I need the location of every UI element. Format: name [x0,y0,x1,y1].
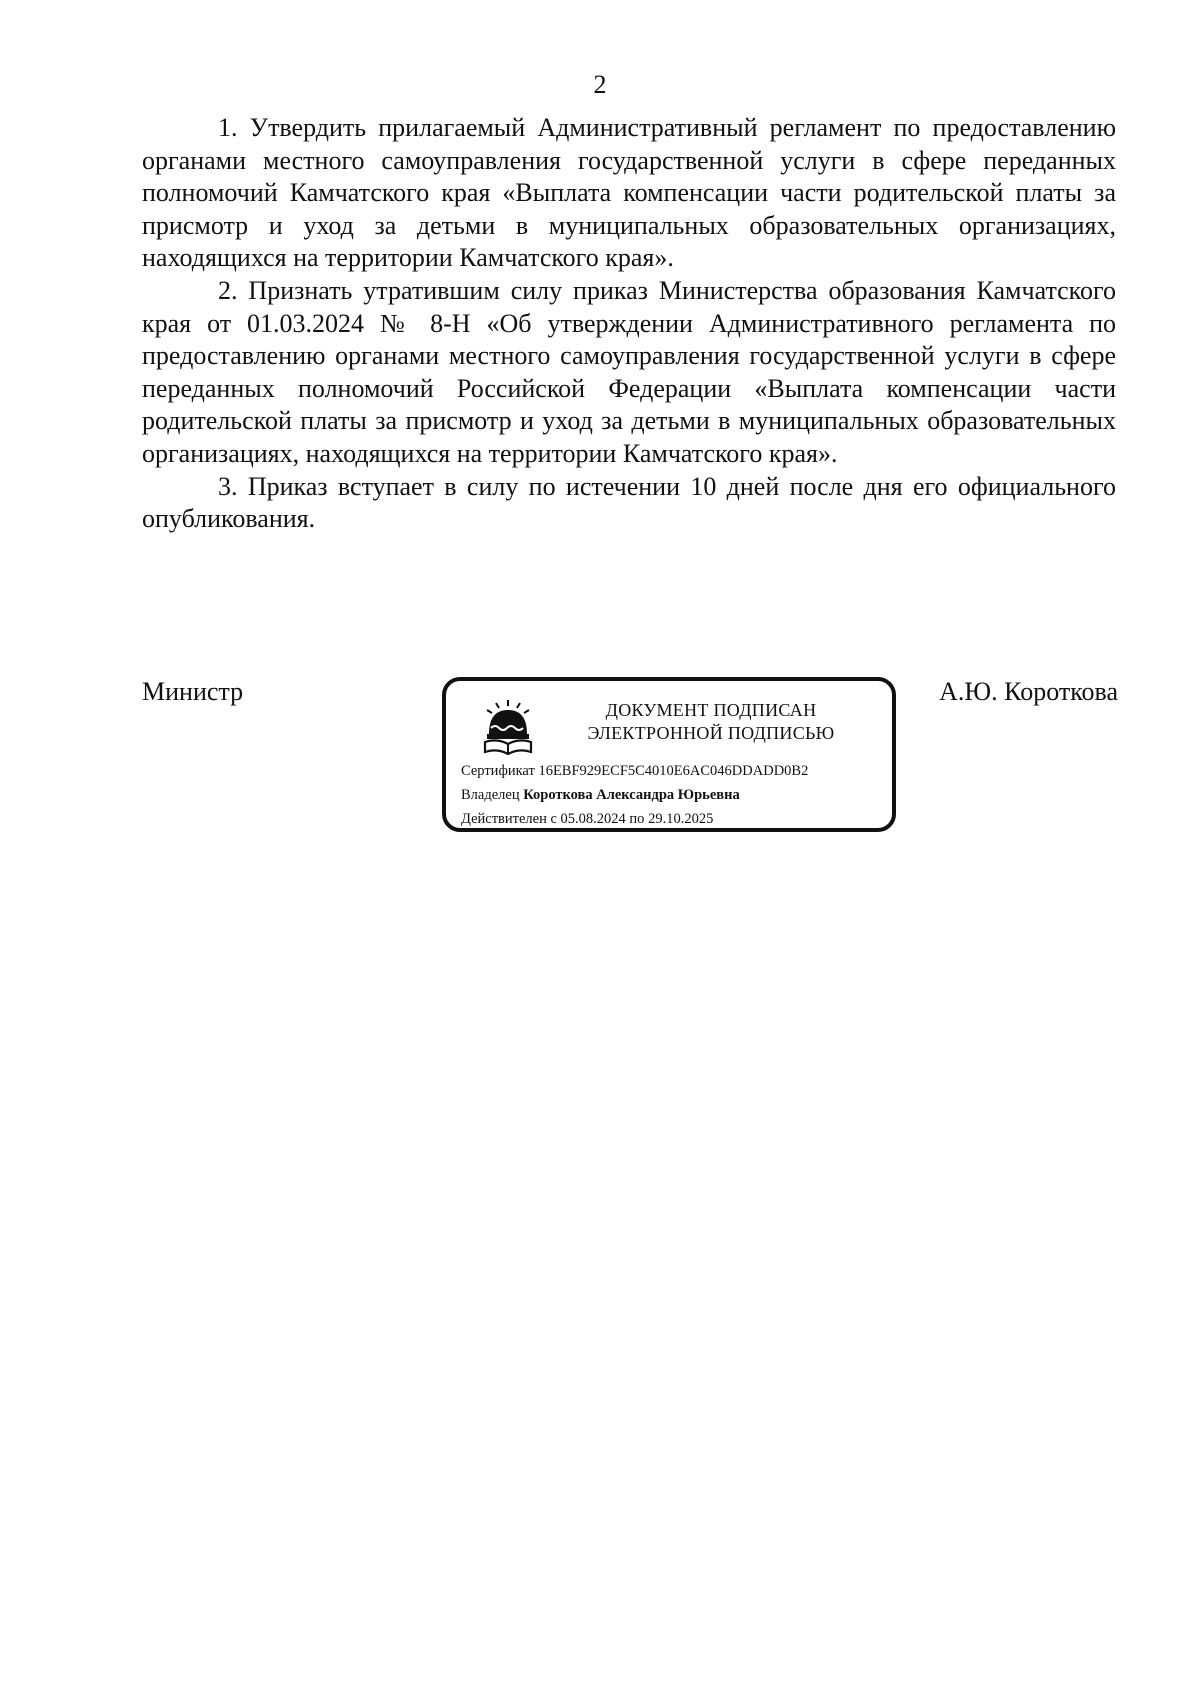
valid-label: Действителен [461,811,547,827]
certificate-label: Сертификат [461,763,535,779]
stamp-title-line1: ДОКУМЕНТ ПОДПИСАН [605,700,817,720]
document-body [142,112,1116,536]
electronic-signature-stamp [442,677,896,832]
validity-line [461,807,891,831]
regional-emblem-icon [481,698,535,758]
valid-from-label: с [550,811,557,827]
paragraph-1: 1. Утвердить прилагаемый Административный регламент по предоставлению органами местного самоуправления государственной услуги в сфере переданных полномочий Камчатского края «Выплата компенсации части родительской платы за присмотр и уход за детьми в муниципальных образовательных организациях, находящихся на территории Камчатского края». [142,113,1116,273]
paragraph-2: 2. Признать утратившим силу приказ Министерства образования Камчатского края от 01.03.2024 № 8-Н «Об утверждении Административного регламента по предоставлению органами местного самоуправления государственной услуги в сфере переданных полномочий Российской Федерации «Выплата компенсации части родительской платы за присмотр и уход за детьми в муниципальных образовательных организациях, находящихся на территории Камчатского края». [142,275,1116,468]
valid-from-date: 05.08.2024 [560,811,626,827]
stamp-title-line2: ЭЛЕКТРОННОЙ ПОДПИСЬЮ [587,723,835,743]
owner-value: Короткова Александра Юрьевна [523,787,740,803]
certificate-value: 16EBF929ECF5C4010E6AC046DDADD0B2 [538,763,809,779]
stamp-title [546,699,876,745]
owner-label: Владелец [461,787,520,803]
certificate-line [461,759,891,783]
signer-position: Министр [142,677,244,706]
valid-to-date: 29.10.2025 [648,811,714,827]
paragraph-3: 3. Приказ вступает в силу по истечении 10 дней после дня его официального опубликования. [142,471,1116,534]
owner-line [461,783,891,807]
valid-to-label: по [629,811,645,827]
signer-name: А.Ю. Короткова [939,677,1118,706]
page-number: 2 [593,70,607,99]
stamp-details [461,759,891,831]
